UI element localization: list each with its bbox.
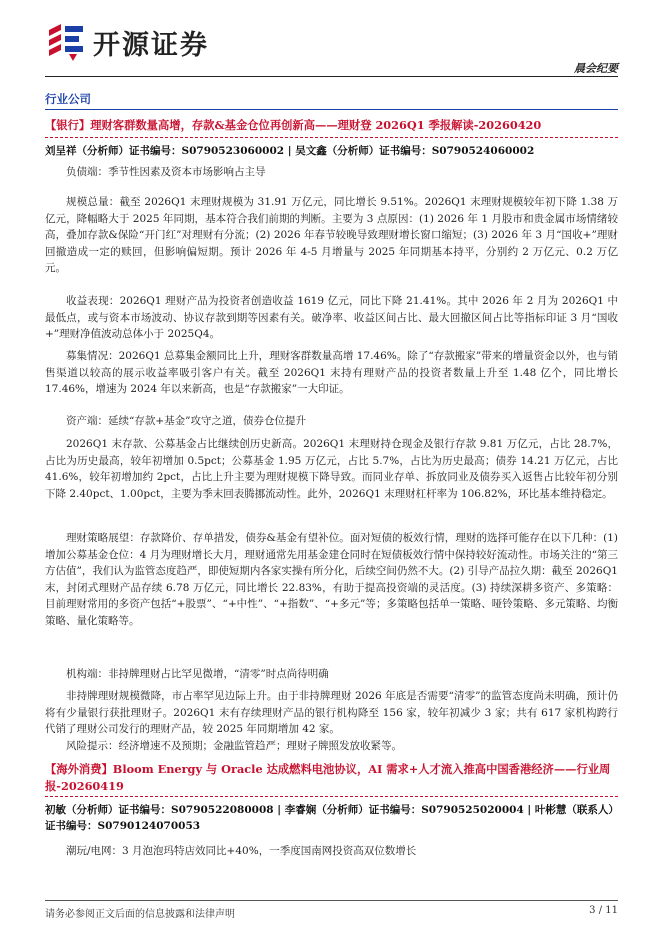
page-number: 3 / 11	[589, 905, 618, 916]
kaiyuan-logo-icon	[45, 22, 87, 62]
report2-analysts: 初敏（分析师）证书编号：S0790522080008 | 李睿娴（分析师）证书编号：S0790525020004 | 叶彬慧（联系人）证书编号：S0790124070053	[45, 804, 614, 832]
report1-paragraph: 理财策略展望：存款降价、存单措发，债券&基金有望补位。面对短债的板效行情，理财的选择可能存在以下几种：(1) 增加公募基金仓位：4 月为理财增长大月，理财通常先用基金建仓同时在短债板效行情中保持较好流动性。市场关注的“第三方估值”，我们认为监管态度趋严，即使短期内各家实操有所分化，后续空间仍然不大。(2) 引导产品拉久期：截至 2026Q1 末，封闭式理财产品存续 6.78 万亿元，同比增长 22.83%，有助于提高投资端的灵活度。(3) 持续深耕多资产、多策略：目前理财常用的多资产包括“+股票”、“+中性”、“+指数”、“+多元”等；多策略包括单一策略、哑铃策略、多元策略、均衡策略、量化策略等。	[45, 532, 618, 627]
section-title: 行业公司	[45, 92, 91, 106]
brand-logo	[45, 22, 209, 62]
report1-paragraph: 规模总量：截至 2026Q1 末理财规模为 31.91 万亿元，同比增长 9.51%。2026Q1 末理财规模较年初下降 1.38 万亿元，降幅略大于 2025 年同期，基本符合我们前期的判断。主要为 3 点原因：(1) 2026 年 1 月股市和贵金属市场情绪较高，叠加存款&保险“开门红”对理财有分流；(2) 2026 年春节较晚导致理财增长窗口缩短；(3) 2026 年 3 月“国收+”理财回撤造成一定的赎回，但影响偏短期。预计 2026 年 4-5 月增量与 2025 年同期基本持平，分别约 2 万亿元、0.2 万亿元。	[45, 196, 618, 275]
report2-subheading: 潮玩/电网：3 月泡泡玛特店效同比+40%，一季度国南网投资高双位数增长	[66, 845, 417, 857]
report1-paragraph: 募集情况：2026Q1 总募集金额同比上升，理财客群数量高增 17.46%。除了“存款搬家”带来的增量资金以外，也与销售渠道以较高的展示收益率吸引客户有关。截至 2026Q1 末持有理财产品的投资者数量上升至 1.48 亿个，同比增长 17.46%，增速为 2024 年以来新高，也是“存款搬家”一大印证。	[45, 350, 618, 396]
report1-paragraph: 非持牌理财规模微降，市占率罕见边际上升。由于非持牌理财 2026 年底是否需要“清零”的监管态度尚未明确，预计仍将有少量银行获批理财子。2026Q1 末有存续理财产品的银行机构降至 156 家，较年初减少 3 家；共有 617 家机构跨行代销了理财公司发行的理财产品，较 2025 年同期增加 42 家。	[45, 690, 618, 736]
report1-title: 【银行】理财客群数量高增，存款&基金仓位再创新高——理财登 2026Q1 季报解读-20260420	[45, 118, 542, 132]
report1-risk-note: 风险提示：经济增速不及预期；金融监管趋严；理财子牌照发放收紧等。	[66, 740, 402, 752]
brand-name: 开源证券	[93, 29, 209, 61]
report1-paragraph: 收益表现：2026Q1 理财产品为投资者创造收益 1619 亿元，同比下降 21.41%。其中 2026 年 2 月为 2026Q1 中最低点，或与资本市场波动、协议存款到期等因素有关。破净率、收益区间占比、最大回撤区间占比等指标印证 3 月“国收+”理财净值波动总体小于 2025Q4。	[45, 295, 618, 341]
header-tag: 晨会纪要	[574, 62, 618, 75]
footer-divider	[45, 900, 618, 901]
report1-title-rule	[45, 137, 618, 138]
header-divider	[45, 76, 618, 77]
report1-analysts: 刘呈祥（分析师）证书编号：S0790523060002 | 吴文鑫（分析师）证书编号：S0790524060002	[45, 145, 535, 157]
report1-subheading: 资产端：延续“存款+基金”攻守之道，债券仓位提升	[66, 415, 307, 427]
report1-subheading: 负债端：季节性因素及资本市场影响占主导	[66, 166, 266, 178]
report2-title: 【海外消费】Bloom Energy 与 Oracle 达成燃料电池协议，AI 需求+人才流入推高中国香港经济——行业周报-20260419	[45, 762, 611, 793]
report1-paragraph: 2026Q1 末存款、公募基金占比继续创历史新高。2026Q1 末理财持仓现金及银行存款 9.81 万亿元，占比 28.7%，占比为历史最高，较年初增加 0.5pct；公募基金 1.95 万亿元，占比 5.7%，占比为历史最高；债券 14.21 万亿元，占比 41.6%，较年初增加约 2pct，占比上升主要为理财规模下降导致。而同业存单、拆放同业及债券买入返售占比较年初分别下降 2.40pct、1.00pct，主要为季末回表腾挪流动性。此外，2026Q1 末理财杠杆率为 106.82%，环比基本维持稳定。	[45, 438, 618, 500]
section-divider	[45, 109, 618, 110]
page-header	[0, 0, 662, 80]
report1-subheading: 机构端：非持牌理财占比罕见微增，“清零”时点尚待明确	[66, 668, 329, 680]
report2-title-rule	[45, 796, 618, 797]
footer-disclaimer: 请务必参阅正文后面的信息披露和法律声明	[45, 909, 235, 920]
